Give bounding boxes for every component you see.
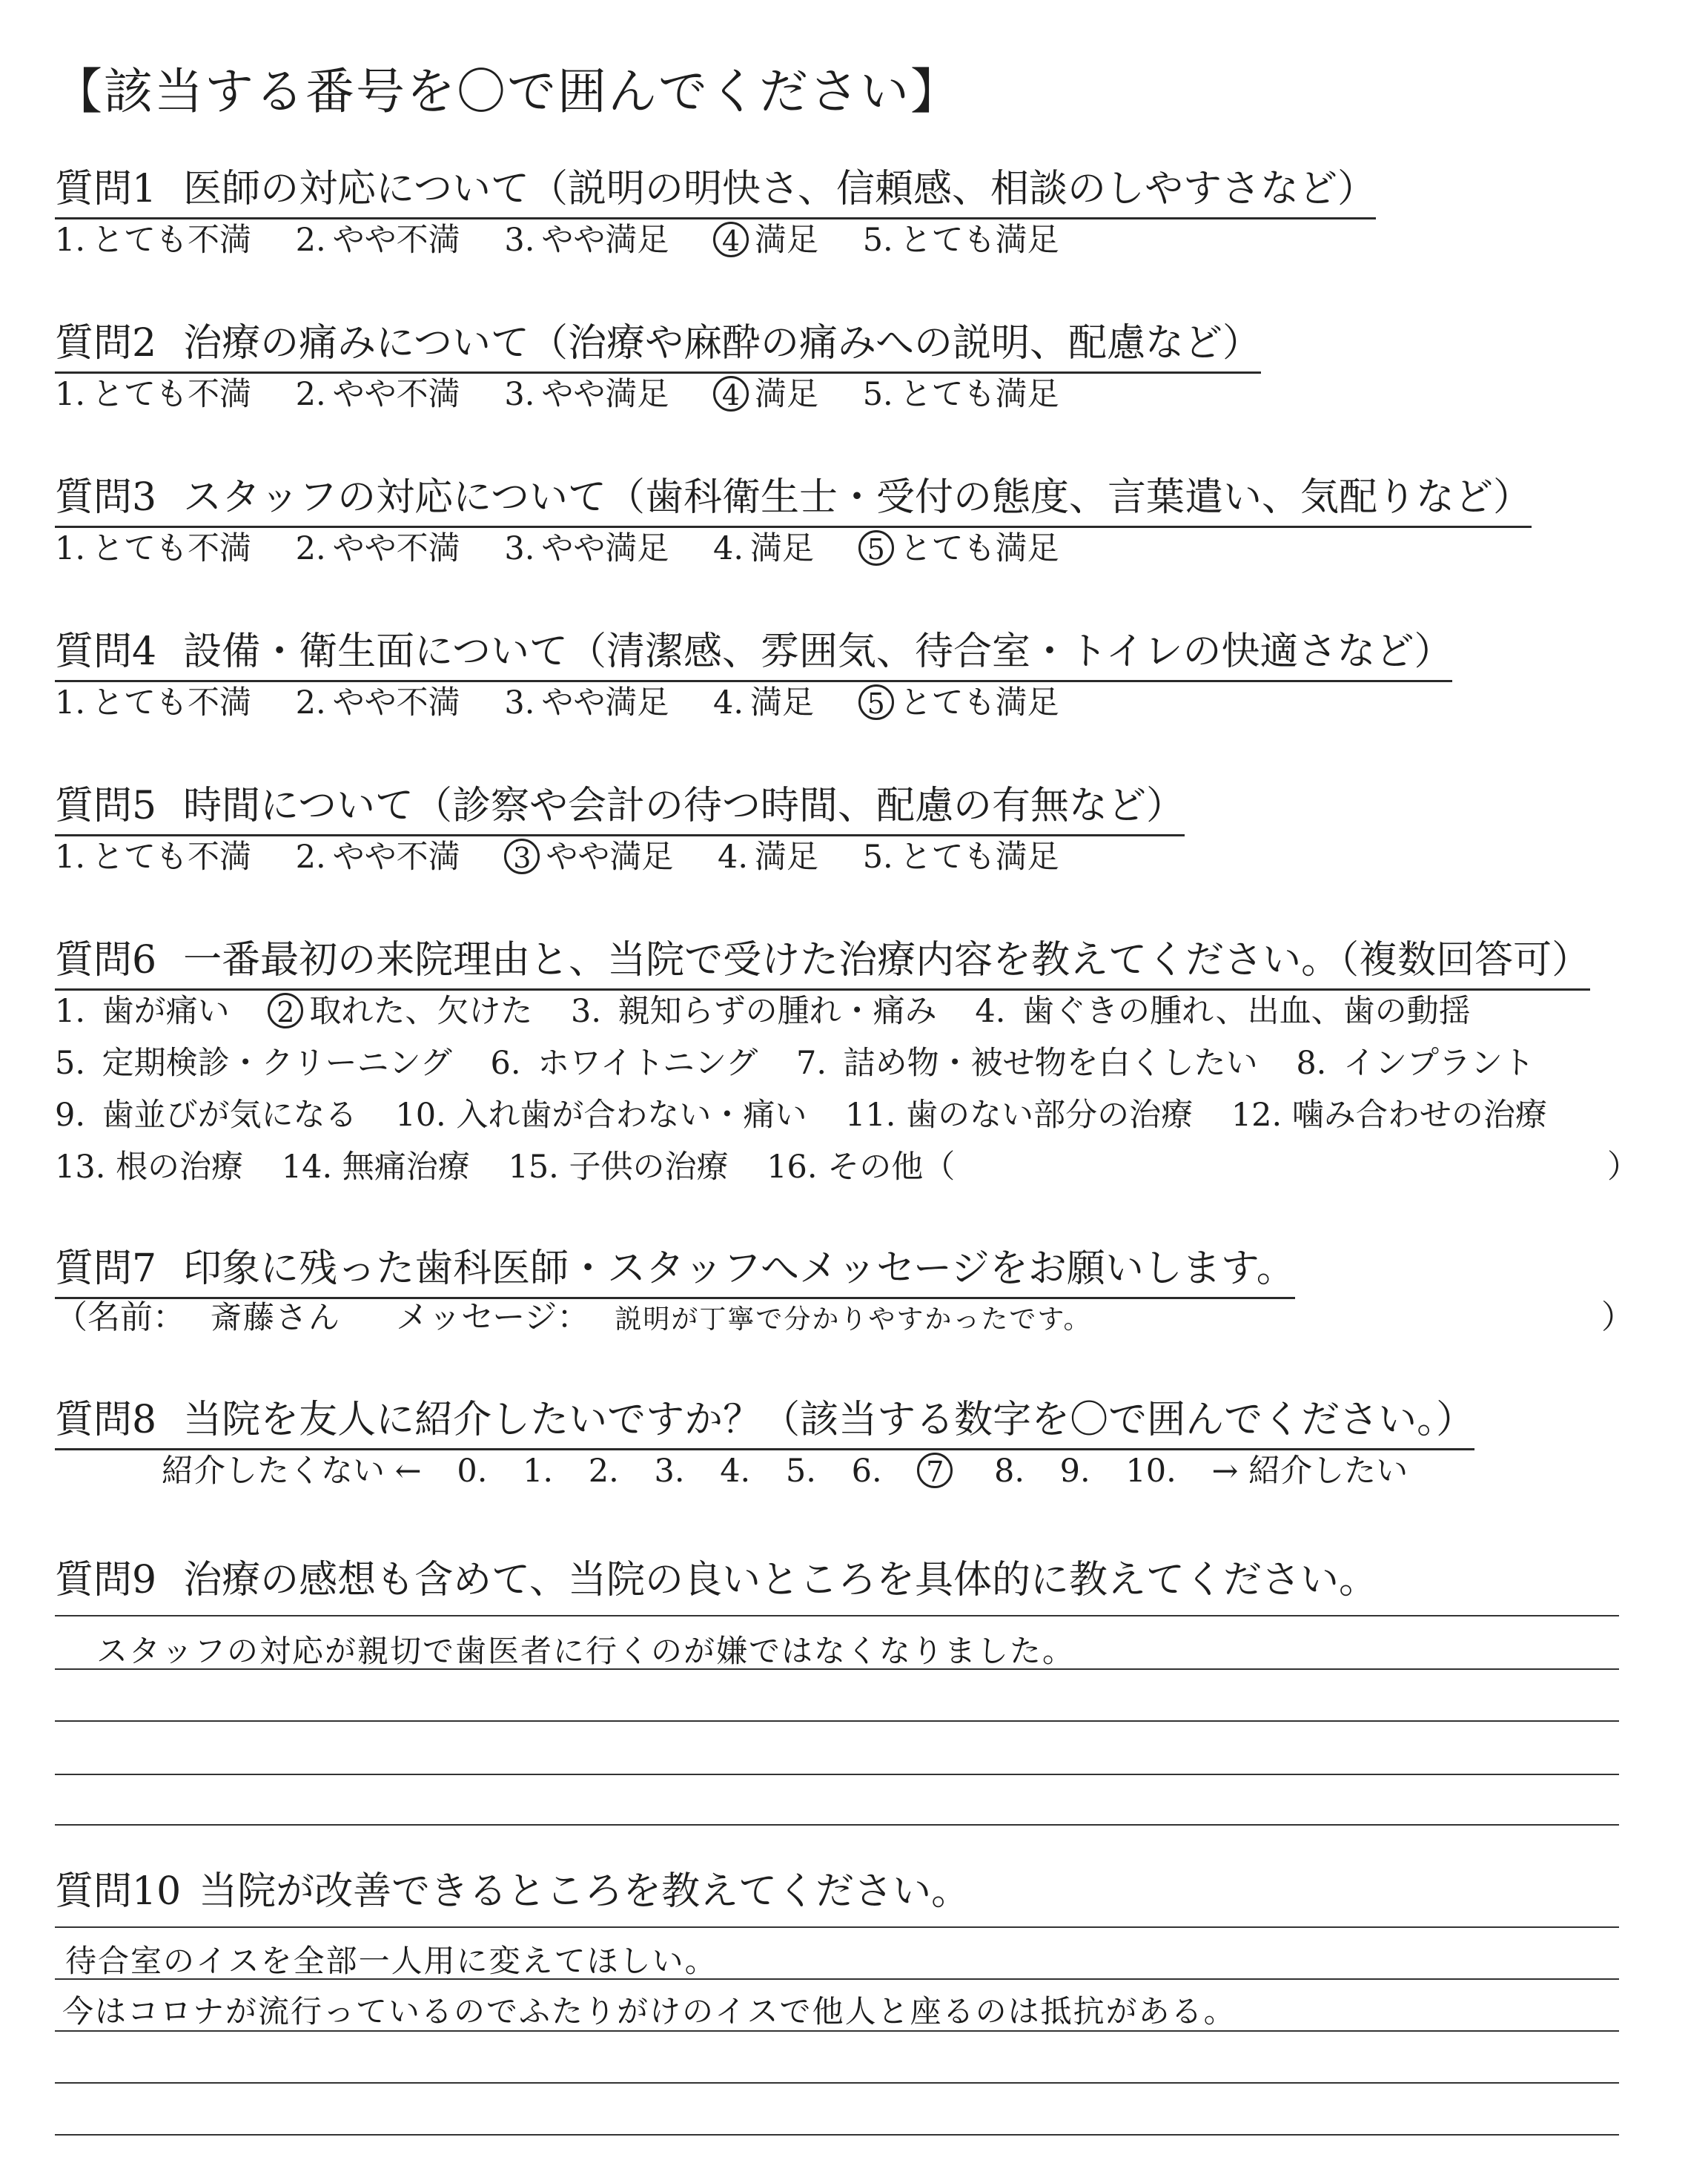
q5-option-2[interactable]: 2. やや不満 (295, 839, 460, 876)
q9-answer-line-3 (55, 1720, 1619, 1722)
question-1-text: 医師の対応について（説明の明快さ、信頼感、相談のしやすさなど） (183, 167, 1376, 211)
question-8-label: 質問8 (55, 1398, 157, 1442)
q8-score-0[interactable]: 0. (457, 1453, 488, 1490)
question-4-text: 設備・衛生面について（清潔感、雰囲気、待合室・トイレの快適さなど） (183, 630, 1453, 674)
q4-option-3[interactable]: 3. やや満足 (504, 684, 669, 721)
q6-option-14[interactable]: 14. 無痛治療 (281, 1149, 470, 1186)
question-1-label: 質問1 (55, 167, 157, 211)
question-2 (55, 311, 1261, 374)
q1-option-2[interactable]: 2. やや不満 (295, 222, 460, 259)
q6-other-close-paren: ） (1607, 1149, 1639, 1186)
q8-score-3[interactable]: 3. (654, 1453, 685, 1490)
q4-option-4[interactable]: 4. 満足 (713, 684, 815, 721)
question-6-text: 一番最初の来院理由と、当院で受けた治療内容を教えてください。（複数回答可） (183, 938, 1591, 982)
question-2-text: 治療の痛みについて（治療や麻酔の痛みへの説明、配慮など） (183, 321, 1262, 366)
question-8-text: 当院を友人に紹介したいですか？（該当する数字を〇で囲んでください。） (183, 1398, 1475, 1442)
q9-answer-line-4 (55, 1774, 1619, 1775)
question-10-text: 当院が改善できるところを教えてください。 (199, 1869, 970, 1914)
q10-answer-line-2 (55, 1978, 1619, 1980)
q2-option-3[interactable]: 3. やや満足 (504, 376, 669, 413)
instruction-header: 【該当する番号を〇で囲んでください】 (53, 63, 961, 120)
question-5-label: 質問5 (55, 784, 157, 828)
q8-score-4[interactable]: 4. (720, 1453, 751, 1490)
question-4-label: 質問4 (55, 630, 157, 674)
question-7-label: 質問7 (55, 1246, 157, 1291)
question-10 (55, 1860, 970, 1915)
q1-option-3[interactable]: 3. やや満足 (504, 222, 669, 259)
q6-options-row-2 (55, 1038, 1563, 1083)
q6-option-15[interactable]: 15. 子供の治療 (508, 1149, 729, 1186)
q3-option-1[interactable]: 1. とても不満 (55, 530, 251, 567)
q8-score-7-selected[interactable] (917, 1453, 959, 1490)
q2-option-2[interactable]: 2. やや不満 (295, 376, 460, 413)
q7-message-label: メッセージ： (396, 1298, 590, 1336)
question-3-text: スタッフの対応について（歯科衛生士・受付の態度、言葉遣い、気配りなど） (183, 475, 1532, 520)
q1-option-1[interactable]: 1. とても不満 (55, 222, 251, 259)
q8-score-10[interactable]: 10. (1125, 1453, 1176, 1490)
q6-option-5[interactable]: 5. 定期検診・クリーニング (55, 1045, 452, 1082)
q7-message-value[interactable]: 説明が丁寧で分かりやすかったです。 (615, 1304, 1092, 1335)
q6-option-8[interactable]: 8. インプラント (1296, 1045, 1535, 1082)
q7-answer-row (55, 1290, 1634, 1338)
selection-circle: 7 (917, 1453, 953, 1488)
q9-answer-text[interactable]: スタッフの対応が親切で歯医者に行くのが嫌ではなくなりました。 (96, 1633, 1076, 1669)
question-8 (55, 1388, 1474, 1450)
question-5-text: 時間について（診察や会計の待つ時間、配慮の有無など） (183, 784, 1185, 828)
question-2-label: 質問2 (55, 321, 157, 366)
q7-name-label: （名前： (55, 1298, 185, 1336)
q9-answer-line-5 (55, 1824, 1619, 1826)
question-4-options (55, 678, 1093, 723)
question-2-options (55, 369, 1093, 415)
q9-answer-line-1 (55, 1615, 1619, 1616)
q10-answer-line-3 (55, 2030, 1619, 2032)
q5-option-3-selected[interactable]: 3 やや満足 (504, 832, 673, 877)
q6-option-2-selected[interactable]: 2 取れた、欠けた (268, 986, 532, 1031)
question-1 (55, 157, 1376, 219)
q10-answer-text-2[interactable]: 今はコロナが流行っているのでふたりがけのイスで他人と座るのは抵抗がある。 (62, 1993, 1237, 2029)
q7-close-paren: ） (1601, 1298, 1634, 1336)
q6-option-11[interactable]: 11. 歯のない部分の治療 (845, 1097, 1194, 1134)
question-3-options (55, 524, 1093, 569)
q4-option-2[interactable]: 2. やや不満 (295, 684, 460, 721)
question-6-label: 質問6 (55, 938, 157, 982)
q8-score-6[interactable]: 6. (851, 1453, 882, 1490)
question-1-options (55, 215, 1093, 260)
q8-score-2[interactable]: 2. (588, 1453, 619, 1490)
q10-answer-line-4 (55, 2082, 1619, 2084)
selection-circle: 4 (713, 376, 749, 412)
q10-answer-line-5 (55, 2134, 1619, 2136)
q5-option-4[interactable]: 4. 満足 (718, 839, 819, 876)
q6-options-row-3 (55, 1090, 1575, 1135)
q6-options-row-1 (55, 986, 1499, 1031)
q6-option-3[interactable]: 3. 親知らずの腫れ・痛み (571, 993, 937, 1030)
q1-option-4-selected[interactable]: 4 満足 (713, 215, 818, 260)
question-3-label: 質問3 (55, 475, 157, 520)
q2-option-5[interactable]: 5. とても満足 (862, 376, 1059, 413)
q8-score-1[interactable]: 1. (523, 1453, 554, 1490)
q7-name-value[interactable]: 斎藤さん (211, 1299, 342, 1335)
question-9 (55, 1548, 1377, 1604)
selection-circle: 4 (713, 222, 749, 257)
question-10-label: 質問10 (55, 1869, 182, 1914)
q2-option-4-selected[interactable]: 4 満足 (713, 369, 818, 415)
q4-option-1[interactable]: 1. とても不満 (55, 684, 251, 721)
q10-answer-line-1 (55, 1926, 1619, 1928)
q6-option-9[interactable]: 9. 歯並びが気になる (55, 1097, 357, 1134)
q6-option-4[interactable]: 4. 歯ぐきの腫れ、出血、歯の動揺 (975, 993, 1471, 1030)
q6-option-1[interactable]: 1. 歯が痛い (55, 993, 230, 1030)
q9-answer-line-2 (55, 1668, 1619, 1670)
question-5-options (55, 832, 1093, 877)
q6-option-7[interactable]: 7. 詰め物・被せ物を白くしたい (795, 1045, 1258, 1082)
q6-options-row-4 (55, 1142, 983, 1187)
q6-option-12[interactable]: 12. 噛み合わせの治療 (1231, 1097, 1547, 1134)
selection-circle: 5 (858, 530, 894, 566)
q8-recommend-scale (162, 1446, 1433, 1491)
q3-option-4[interactable]: 4. 満足 (713, 530, 815, 567)
q1-option-5[interactable]: 5. とても満足 (862, 222, 1059, 259)
selection-circle: 5 (858, 684, 894, 720)
q6-option-6[interactable]: 6. ホワイトニング (490, 1045, 758, 1082)
q6-option-16[interactable]: 16. その他（ (767, 1149, 956, 1186)
q5-option-1[interactable]: 1. とても不満 (55, 839, 251, 876)
q3-option-3[interactable]: 3. やや満足 (504, 530, 669, 567)
q8-left-label: 紹介したくない ← (162, 1453, 422, 1490)
q2-option-1[interactable]: 1. とても不満 (55, 376, 251, 413)
selection-circle: 2 (268, 993, 303, 1028)
selection-circle: 3 (504, 839, 540, 874)
question-4 (55, 620, 1452, 682)
q8-score-5[interactable]: 5. (785, 1453, 816, 1490)
question-6 (55, 928, 1590, 991)
q6-option-13[interactable]: 13. 根の治療 (55, 1149, 244, 1186)
question-5 (55, 774, 1185, 836)
question-9-label: 質問9 (55, 1558, 157, 1602)
question-9-text: 治療の感想も含めて、当院の良いところを具体的に教えてください。 (183, 1558, 1378, 1602)
question-3 (55, 466, 1532, 528)
q10-answer-text-1[interactable]: 待合室のイスを全部一人用に変えてほしい。 (65, 1943, 718, 1979)
q3-option-5-selected[interactable]: 5 とても満足 (858, 524, 1059, 569)
q3-option-2[interactable]: 2. やや不満 (295, 530, 460, 567)
q8-score-9[interactable]: 9. (1059, 1453, 1090, 1490)
q8-right-label: → 紹介したい (1211, 1453, 1409, 1490)
question-7-text: 印象に残った歯科医師・スタッフへメッセージをお願いします。 (183, 1246, 1295, 1291)
q8-score-8[interactable]: 8. (993, 1453, 1025, 1490)
q5-option-5[interactable]: 5. とても満足 (862, 839, 1059, 876)
q6-option-10[interactable]: 10. 入れ歯が合わない・痛い (395, 1097, 807, 1134)
q4-option-5-selected[interactable]: 5 とても満足 (858, 678, 1059, 723)
